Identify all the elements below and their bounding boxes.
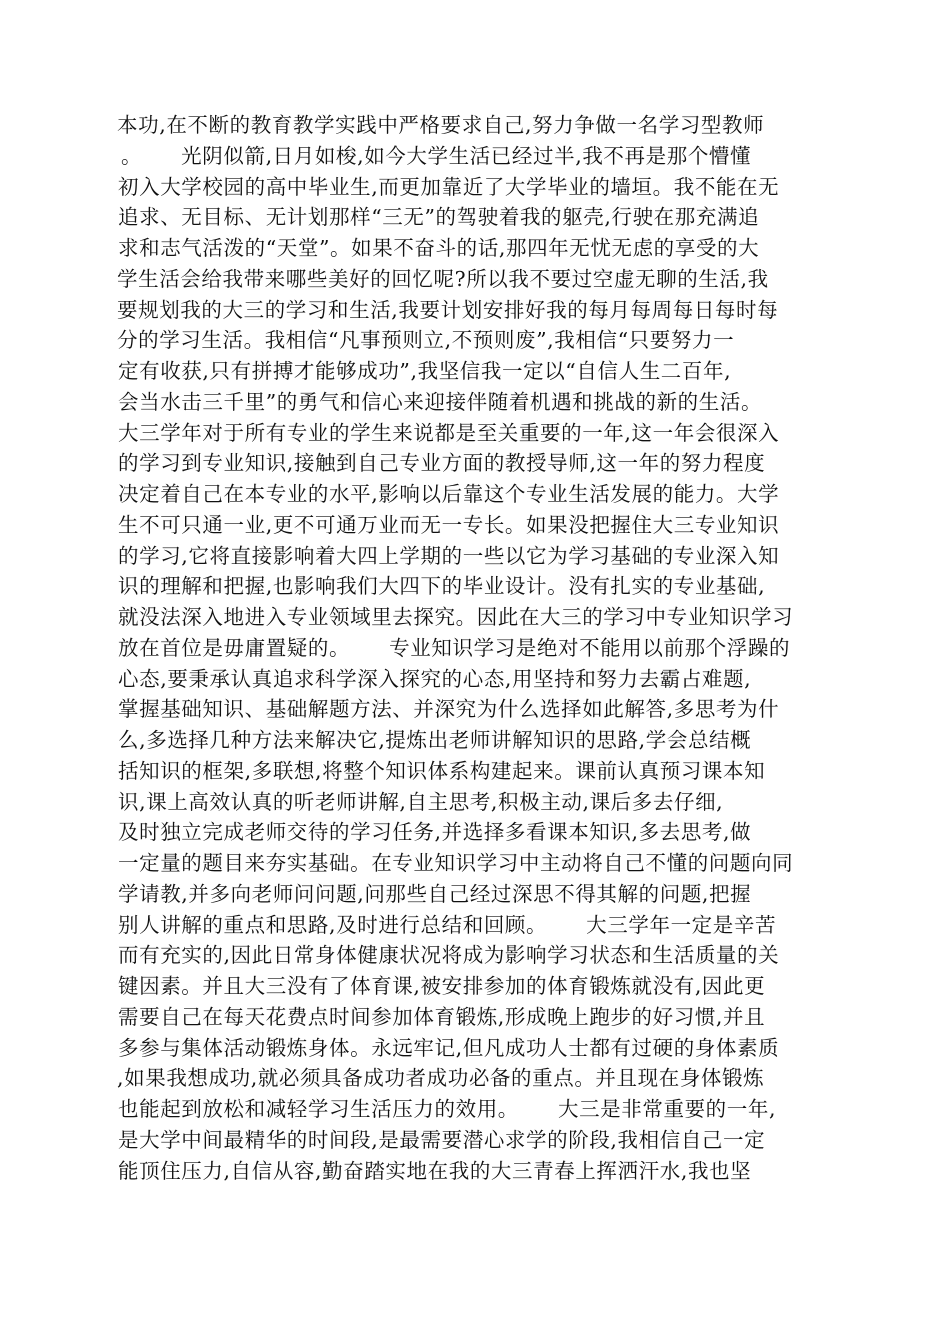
text-line: 的学习,它将直接影响着大四上学期的一些以它为学习基础的专业深入知 bbox=[118, 543, 780, 568]
text-line: 一定量的题目来夯实基础。在专业知识学习中主动将自己不懂的问题向同 bbox=[118, 851, 794, 875]
text-line: 掌握基础知识、基础解题方法、并深究为什么选择如此解答,多思考为什 bbox=[118, 697, 780, 722]
text-line: 初入大学校园的高中毕业生,而更加靠近了大学毕业的墙垣。我不能在无 bbox=[118, 174, 780, 199]
text-line: 求和志气活泼的“天堂”。如果不奋斗的话,那四年无忧无虑的享受的大 bbox=[118, 236, 760, 260]
text-line: 能顶住压力,自信从容,勤奋踏实地在我的大三青春上挥洒汗水,我也坚 bbox=[118, 1158, 752, 1183]
text-line: 分的学习生活。我相信“凡事预则立,不预则废”,我相信“只要努力一 bbox=[117, 328, 735, 353]
text-line: 而有充实的,因此日常身体健康状况将成为影响学习状态和生活质量的关 bbox=[118, 943, 780, 968]
text-line: 大三学年对于所有专业的学生来说都是至关重要的一年,这一年会很深入 bbox=[118, 420, 780, 445]
text-line: 本功,在不断的教育教学实践中严格要求自己,努力争做一名学习型教师 bbox=[117, 113, 765, 137]
text-line: 是大学中间最精华的时间段,是最需要潜心求学的阶段,我相信自己一定 bbox=[118, 1127, 766, 1152]
text-line: 心态,要秉承认真追求科学深入探究的心态,用坚持和努力去霸占难题, bbox=[118, 666, 752, 691]
text-line: 。 光阴似箭,日月如梭,如今大学生活已经过半,我不再是那个懵懂 bbox=[121, 143, 752, 168]
text-line: 别人讲解的重点和思路,及时进行总结和回顾。 大三学年一定是辛苦 bbox=[118, 912, 777, 937]
text-line: 括知识的框架,多联想,将整个知识体系构建起来。课前认真预习课本知 bbox=[118, 758, 766, 783]
text-line: 么,多选择几种方法来解决它,提炼出老师讲解知识的思路,学会总结概 bbox=[118, 728, 752, 752]
text-line: 识的理解和把握,也影响我们大四下的毕业设计。没有扎实的专业基础, bbox=[118, 574, 766, 599]
text-line: 要规划我的大三的学习和生活,我要计划安排好我的每月每周每日每时每 bbox=[117, 297, 779, 322]
text-line: 及时独立完成老师交待的学习任务,并选择多看课本知识,多去思考,做 bbox=[118, 820, 752, 845]
text-line: 多参与集体活动锻炼身体。永远牢记,但凡成功人士都有过硬的身体素质 bbox=[118, 1035, 780, 1060]
text-line: 就没法深入地进入专业领域里去探究。因此在大三的学习中专业知识学习 bbox=[118, 605, 794, 629]
text-line: 需要自己在每天花费点时间参加体育锻炼,形成晚上跑步的好习惯,并且 bbox=[118, 1004, 766, 1029]
text-line: 的学习到专业知识,接触到自己专业方面的教授导师,这一年的努力程度 bbox=[118, 451, 766, 476]
text-line: 学生活会给我带来哪些美好的回忆呢?所以我不要过空虚无聊的生活,我 bbox=[117, 266, 769, 291]
text-line: 键因素。并且大三没有了体育课,被安排参加的体育锻炼就没有,因此更 bbox=[118, 974, 766, 998]
text-line: 放在首位是毋庸置疑的。 专业知识学习是绝对不能用以前那个浮躁的 bbox=[118, 635, 791, 660]
text-line: 也能起到放松和减轻学习生活压力的效用。 大三是非常重要的一年, bbox=[118, 1097, 777, 1121]
text-line: 识,课上高效认真的听老师讲解,自主思考,积极主动,课后多去仔细, bbox=[118, 789, 724, 814]
text-line: ,如果我想成功,就必须具备成功者成功必备的重点。并且现在身体锻炼 bbox=[117, 1066, 765, 1091]
text-line: 生不可只通一业,更不可通万业而无一专长。如果没把握住大三专业知识 bbox=[118, 512, 780, 537]
text-line: 会当水击三千里”的勇气和信心来迎接伴随着机遇和挑战的新的生活。 bbox=[118, 389, 763, 414]
text-line: 定有收获,只有拼搏才能够成功”,我坚信我一定以“自信人生二百年, bbox=[118, 359, 732, 383]
text-line: 决定着自己在本专业的水平,影响以后靠这个专业生活发展的能力。大学 bbox=[118, 482, 780, 506]
text-line: 追求、无目标、无计划那样“三无”的驾驶着我的躯壳,行驶在那充满追 bbox=[118, 205, 760, 230]
text-line: 学请教,并多向老师问问题,问那些自己经过深思不得其解的问题,把握 bbox=[118, 881, 752, 906]
